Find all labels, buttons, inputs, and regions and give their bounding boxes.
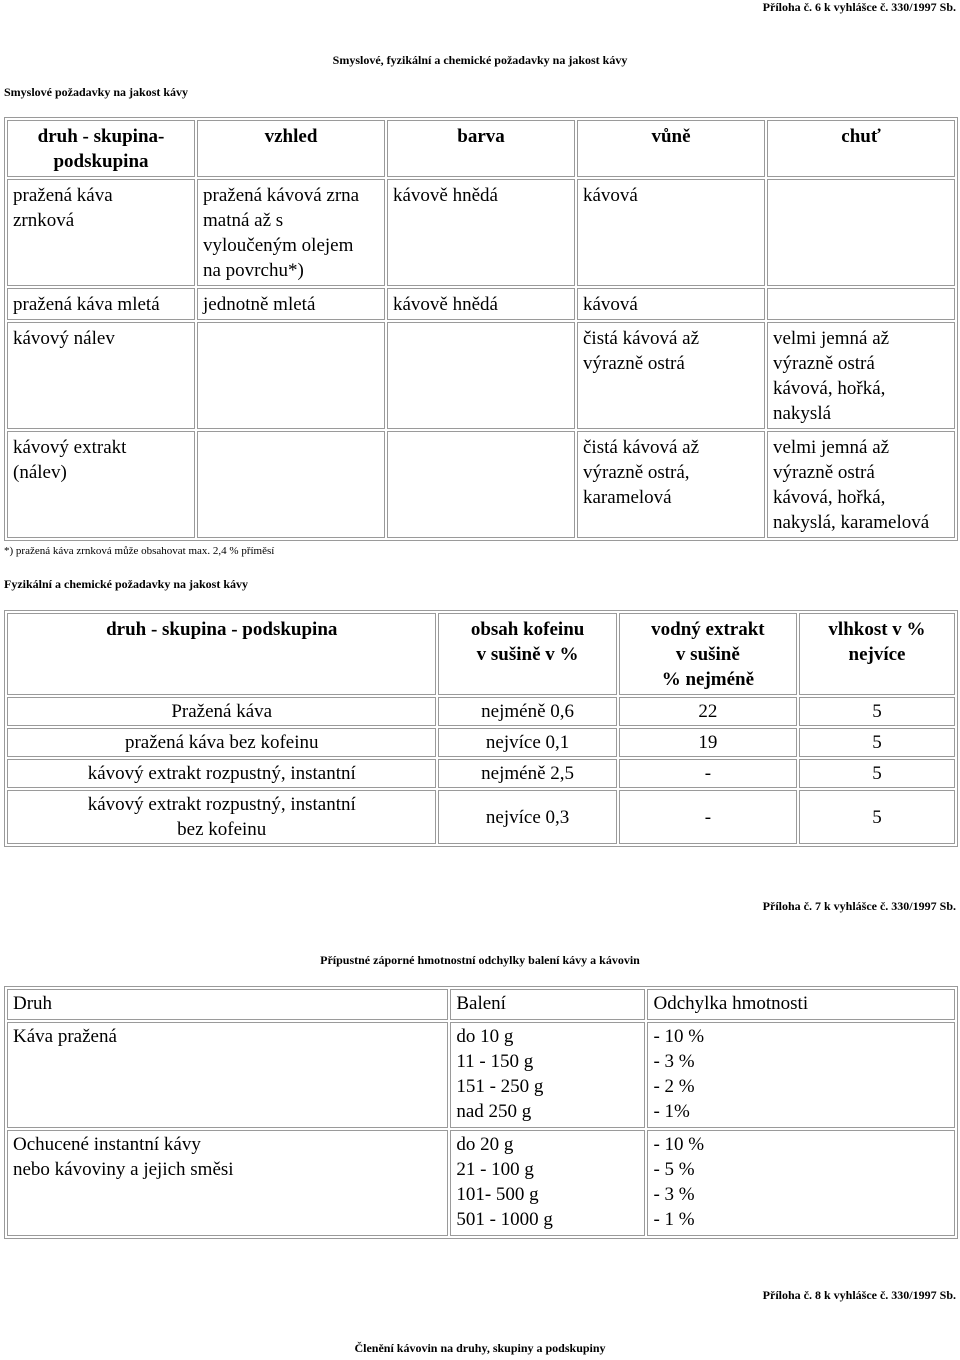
- tolerance-title: Přípustné záporné hmotnostní odchylky balení kávy a kávovin: [320, 953, 640, 967]
- table-cell: Ochucené instantní kávy nebo kávoviny a jejich směsi: [7, 1130, 448, 1236]
- table-row: [7, 288, 955, 320]
- tolerance-table: [4, 986, 958, 1239]
- sensory-header-row: [7, 120, 955, 177]
- table-cell: jednotně mletá: [197, 288, 385, 320]
- sensory-heading: Smyslové požadavky na jakost kávy: [4, 85, 189, 99]
- table-cell: kávová: [577, 288, 765, 320]
- table-cell: [197, 431, 385, 538]
- table-cell: do 10 g 11 - 150 g 151 - 250 g nad 250 g: [450, 1022, 645, 1128]
- table-cell: - 10 % - 3 % - 2 % - 1%: [647, 1022, 955, 1128]
- table-cell: kávový extrakt rozpustný, instantní: [7, 759, 436, 788]
- annex-6-label: Příloha č. 6 k vyhlášce č. 330/1997 Sb.: [762, 0, 956, 14]
- physchem-header-caffeine: obsah kofeinu v sušině v %: [438, 613, 616, 695]
- table-cell: 22: [619, 697, 797, 726]
- table-cell: 5: [799, 697, 955, 726]
- table-row: [7, 1130, 955, 1236]
- table-cell: kávový extrakt rozpustný, instantní bez kofeinu: [7, 790, 436, 844]
- table-cell: pražená káva zrnková: [7, 179, 195, 286]
- table-cell: pražená kávová zrna matná až s vyloučeným olejem na povrchu*): [197, 179, 385, 286]
- sensory-header-taste: chuť: [767, 120, 955, 177]
- table-cell: 5: [799, 790, 955, 844]
- table-cell: Pražená káva: [7, 697, 436, 726]
- sensory-header-type: druh - skupina- podskupina: [7, 120, 195, 177]
- table-cell: [767, 179, 955, 286]
- table-cell: nejvíce 0,3: [438, 790, 616, 844]
- table-cell: [197, 322, 385, 429]
- table-cell: kávově hnědá: [387, 288, 575, 320]
- table-cell: 19: [619, 728, 797, 757]
- table-cell: -: [619, 790, 797, 844]
- annex-8-label: Příloha č. 8 k vyhlášce č. 330/1997 Sb.: [762, 1288, 956, 1302]
- table-cell: kávový nálev: [7, 322, 195, 429]
- table-cell: nejméně 2,5: [438, 759, 616, 788]
- table-cell: - 10 % - 5 % - 3 % - 1 %: [647, 1130, 955, 1236]
- table-row: [7, 697, 955, 726]
- table-row: [7, 179, 955, 286]
- table-cell: 5: [799, 728, 955, 757]
- table-cell: Káva pražená: [7, 1022, 448, 1128]
- table-cell: čistá kávová až výrazně ostrá, karamelová: [577, 431, 765, 538]
- tolerance-header-type: Druh: [7, 989, 448, 1020]
- table-cell: [767, 288, 955, 320]
- last-title: Členění kávovin na druhy, skupiny a podskupiny: [354, 1341, 606, 1355]
- table-cell: do 20 g 21 - 100 g 101- 500 g 501 - 1000 g: [450, 1130, 645, 1236]
- sensory-header-appearance: vzhled: [197, 120, 385, 177]
- sensory-header-smell: vůně: [577, 120, 765, 177]
- physchem-table: [4, 610, 958, 847]
- table-cell: nejvíce 0,1: [438, 728, 616, 757]
- table-cell: pražená káva mletá: [7, 288, 195, 320]
- table-row: [7, 790, 955, 844]
- table-cell: 5: [799, 759, 955, 788]
- table-row: [7, 728, 955, 757]
- table-cell: -: [619, 759, 797, 788]
- physchem-header-type: druh - skupina - podskupina: [7, 613, 436, 695]
- sensory-header-color: barva: [387, 120, 575, 177]
- sensory-footnote: *) pražená káva zrnková může obsahovat max. 2,4 % příměsí: [4, 545, 275, 557]
- table-cell: pražená káva bez kofeinu: [7, 728, 436, 757]
- table-row: [7, 759, 955, 788]
- table-row: [7, 1022, 955, 1128]
- table-cell: velmi jemná až výrazně ostrá kávová, hořká, nakyslá: [767, 322, 955, 429]
- table-row: [7, 322, 955, 429]
- table-cell: [387, 322, 575, 429]
- table-cell: kávová: [577, 179, 765, 286]
- physchem-header-row: [7, 613, 955, 695]
- tolerance-header-deviation: Odchylka hmotnosti: [647, 989, 955, 1020]
- tolerance-header-package: Balení: [450, 989, 645, 1020]
- table-cell: [387, 431, 575, 538]
- table-cell: kávově hnědá: [387, 179, 575, 286]
- physchem-header-moisture: vlhkost v % nejvíce: [799, 613, 955, 695]
- table-cell: čistá kávová až výrazně ostrá: [577, 322, 765, 429]
- annex-7-label: Příloha č. 7 k vyhlášce č. 330/1997 Sb.: [762, 899, 956, 913]
- physchem-heading: Fyzikální a chemické požadavky na jakost kávy: [4, 577, 249, 591]
- table-cell: nejméně 0,6: [438, 697, 616, 726]
- tolerance-header-row: [7, 989, 955, 1020]
- main-title: Smyslové, fyzikální a chemické požadavky na jakost kávy: [332, 53, 628, 67]
- sensory-table: [4, 117, 958, 541]
- physchem-header-extract: vodný extrakt v sušině % nejméně: [619, 613, 797, 695]
- table-row: [7, 431, 955, 538]
- table-cell: kávový extrakt (nálev): [7, 431, 195, 538]
- table-cell: velmi jemná až výrazně ostrá kávová, hořká, nakyslá, karamelová: [767, 431, 955, 538]
